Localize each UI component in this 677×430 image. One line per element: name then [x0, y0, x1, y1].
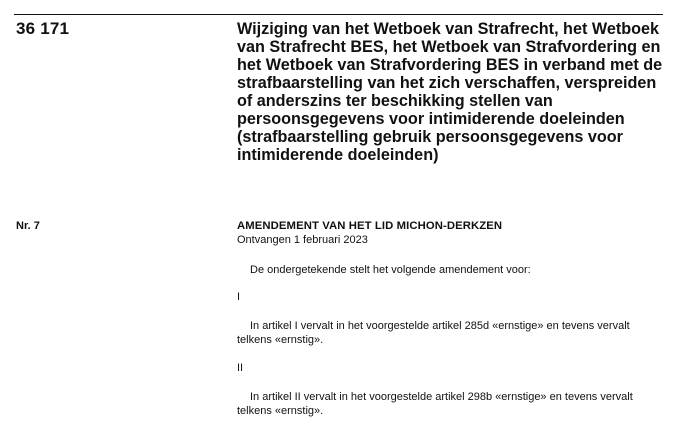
amendment-header: [237, 219, 667, 247]
document-number: Nr. 7: [16, 220, 40, 232]
section-numeral-2: II: [237, 362, 244, 374]
section-text-1: In artikel I vervalt in het voorgestelde artikel 285d «ernstige» en tevens vervalt telkens «ernstig».: [237, 320, 630, 346]
amendment-heading: AMENDEMENT VAN HET LID MICHON-DERKZEN: [237, 220, 503, 232]
received-date: Ontvangen 1 februari 2023: [237, 234, 368, 246]
section-text-2: In artikel II vervalt in het voorgestelde artikel 298b «ernstige» en tevens vervalt telkens «ernstig».: [237, 391, 633, 417]
top-rule-divider: [14, 14, 663, 15]
intro-paragraph: De ondergetekende stelt het volgende amendement voor:: [250, 264, 531, 276]
section-numeral-1: I: [237, 291, 241, 303]
bill-title: Wijziging van het Wetboek van Strafrecht, het Wetboek van Strafrecht BES, het Wetboek van Strafvordering en het Wetboek van Strafvordering BES in verband met de strafbaarstelling van het zich verschaffen, verspreiden of anderszins ter beschikking stellen van persoonsgegevens voor intimiderende doeleinden (strafbaarstelling gebruik persoonsgegevens voor intimiderende doeleinden): [237, 20, 663, 164]
dossier-number: 36 171: [16, 19, 70, 38]
